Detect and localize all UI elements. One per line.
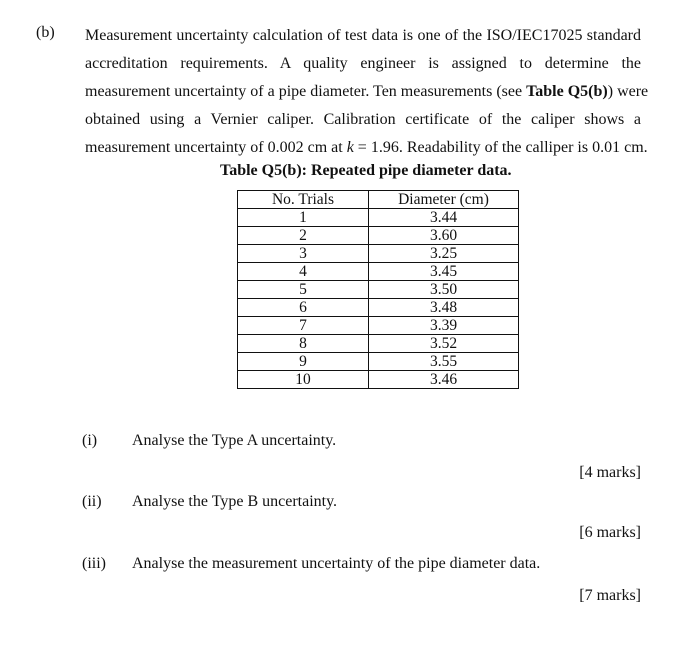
diameter-cell: 3.45 (369, 263, 519, 281)
part-label: (b) (36, 24, 55, 41)
table-row (238, 227, 519, 245)
diameter-cell: 3.46 (369, 371, 519, 389)
header-diameter: Diameter (cm) (369, 191, 519, 209)
table-row (238, 299, 519, 317)
subquestion-text: Analyse the measurement uncertainty of the pipe diameter data. (132, 555, 541, 572)
diameter-cell: 3.44 (369, 209, 519, 227)
table-row (238, 281, 519, 299)
diameter-cell: 3.60 (369, 227, 519, 245)
paragraph-line: measurement uncertainty of a pipe diameter. Ten measurements (see Table Q5(b)) were (85, 83, 649, 100)
trial-cell: 2 (238, 227, 369, 245)
paragraph-line: obtained using a Vernier caliper. Calibration certificate of the caliper shows a (85, 111, 641, 128)
trial-cell: 6 (238, 299, 369, 317)
trial-cell: 7 (238, 317, 369, 335)
trial-cell: 1 (238, 209, 369, 227)
table-row (238, 371, 519, 389)
subquestion-number: (ii) (82, 493, 102, 510)
paragraph-line: accreditation requirements. A quality engineer is assigned to determine the (85, 55, 641, 72)
trial-cell: 4 (238, 263, 369, 281)
trial-cell: 3 (238, 245, 369, 263)
subquestion-number: (iii) (82, 555, 106, 572)
subquestion-text: Analyse the Type B uncertainty. (132, 493, 338, 510)
diameter-cell: 3.48 (369, 299, 519, 317)
diameter-cell: 3.55 (369, 353, 519, 371)
trial-cell: 5 (238, 281, 369, 299)
diameter-cell: 3.39 (369, 317, 519, 335)
table-caption: Table Q5(b): Repeated pipe diameter data. (220, 162, 512, 179)
table-row (238, 263, 519, 281)
diameter-cell: 3.25 (369, 245, 519, 263)
trial-cell: 10 (238, 371, 369, 389)
marks-label: [6 marks] (579, 524, 641, 541)
table-row (238, 353, 519, 371)
marks-label: [7 marks] (579, 587, 641, 604)
subquestion-number: (i) (82, 432, 98, 449)
marks-label: [4 marks] (579, 464, 641, 481)
table-row (238, 245, 519, 263)
table-row (238, 317, 519, 335)
trial-cell: 9 (238, 353, 369, 371)
header-trials: No. Trials (238, 191, 369, 209)
diameter-table (237, 190, 519, 389)
table-row (238, 209, 519, 227)
paragraph-line: Measurement uncertainty calculation of test data is one of the ISO/IEC17025 standard (85, 27, 641, 44)
subquestion-text: Analyse the Type A uncertainty. (132, 432, 337, 449)
trial-cell: 8 (238, 335, 369, 353)
paragraph-line: measurement uncertainty of 0.002 cm at k = 1.96. Readability of the calliper is 0.01 cm. (85, 139, 648, 156)
question-paragraph (85, 22, 649, 162)
table-row (238, 335, 519, 353)
diameter-cell: 3.50 (369, 281, 519, 299)
diameter-cell: 3.52 (369, 335, 519, 353)
